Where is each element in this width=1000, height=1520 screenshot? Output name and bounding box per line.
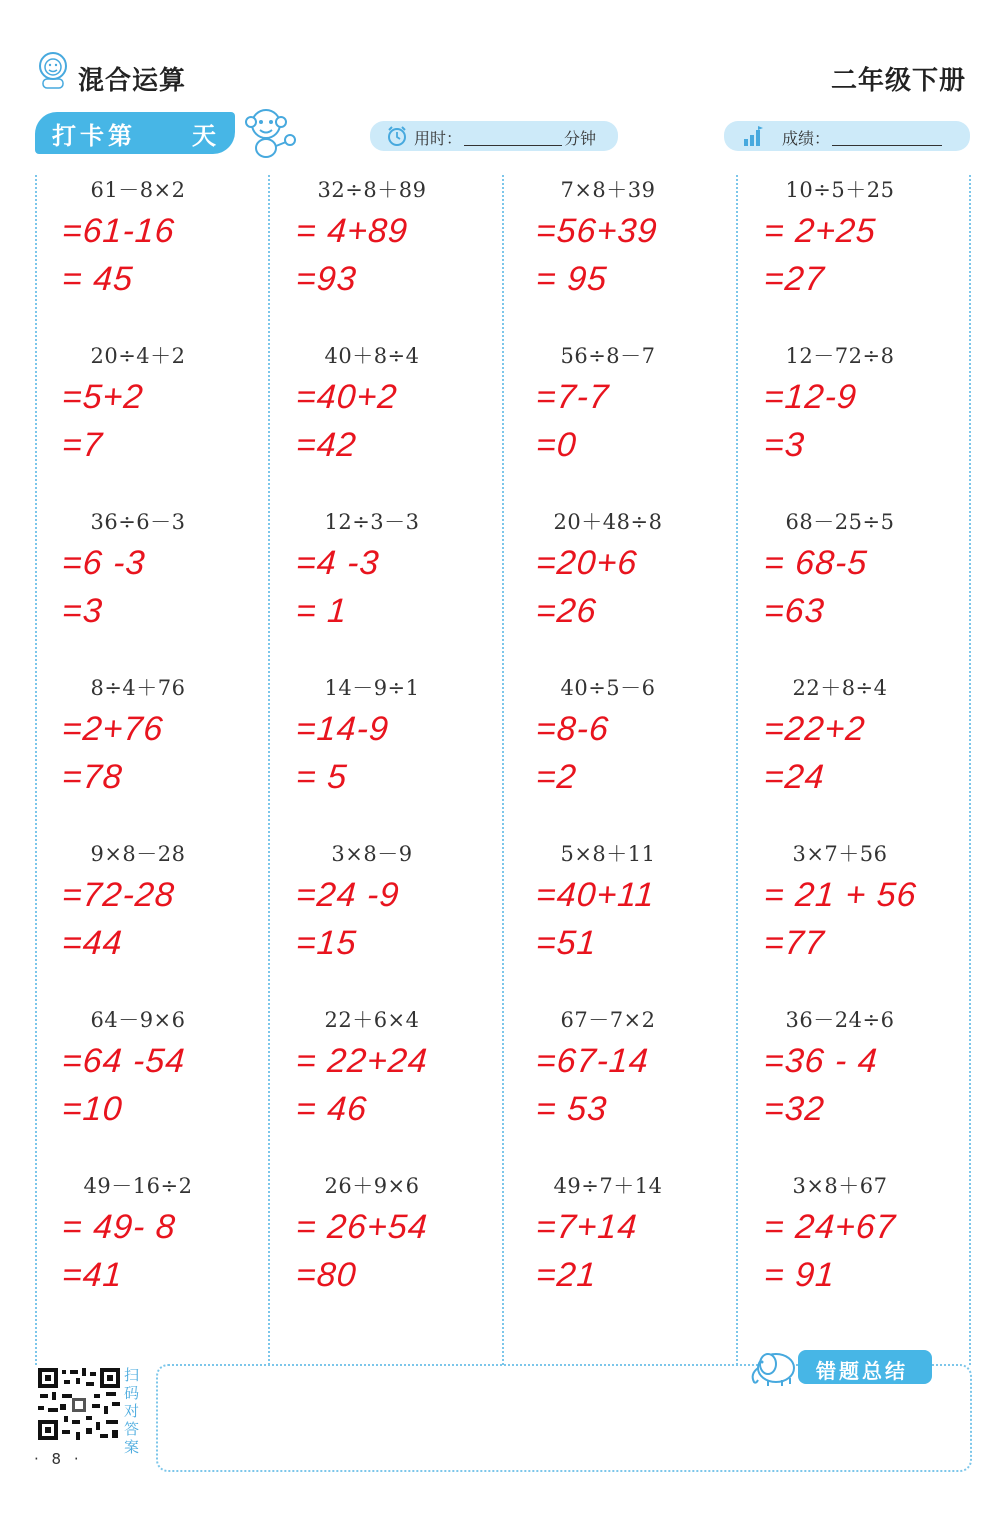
handwritten-answer: = 53 [534, 1090, 609, 1128]
grade-label: 二年级下册 [830, 66, 966, 96]
score-field [724, 121, 970, 151]
handwritten-step: =8-6 [534, 710, 611, 748]
column-divider [35, 175, 37, 1365]
handwritten-step: = 4+89 [294, 212, 410, 250]
handwritten-step: =7-7 [534, 378, 611, 416]
handwritten-step: =6 -3 [60, 544, 147, 582]
problem-expression: 68－25÷5 [785, 510, 895, 534]
problem-expression: 61－8×2 [90, 178, 186, 202]
time-input[interactable] [464, 145, 562, 146]
checkin-day-suffix: 天 [192, 122, 216, 150]
score-input[interactable] [832, 145, 942, 146]
handwritten-step: =5+2 [60, 378, 145, 416]
problem-expression: 12÷3－3 [324, 510, 420, 534]
handwritten-step: =40+2 [294, 378, 399, 416]
handwritten-answer: =3 [762, 426, 807, 464]
problem-expression: 49－16÷2 [83, 1174, 193, 1198]
handwritten-step: =7+14 [534, 1208, 639, 1246]
problem-expression: 14－9÷1 [324, 676, 420, 700]
handwritten-answer: =42 [294, 426, 359, 464]
handwritten-answer: =63 [762, 592, 827, 630]
handwritten-answer: =51 [534, 924, 599, 962]
column-divider [502, 175, 504, 1365]
problem-expression: 22＋8÷4 [792, 676, 888, 700]
score-label: 成绩： [782, 129, 831, 148]
problem-expression: 7×8＋39 [560, 178, 656, 202]
handwritten-step: =64 -54 [60, 1042, 187, 1080]
elephant-mascot-icon [746, 1344, 802, 1388]
problem-expression: 3×8－9 [331, 842, 413, 866]
handwritten-answer: = 45 [60, 260, 135, 298]
problem-expression: 9×8－28 [90, 842, 186, 866]
time-unit: 分钟 [564, 129, 597, 148]
handwritten-answer: =41 [60, 1256, 125, 1294]
handwritten-answer: =10 [60, 1090, 125, 1128]
handwritten-step: =22+2 [762, 710, 867, 748]
mistake-summary-label: 错题总结 [816, 1359, 908, 1383]
handwritten-step: =36 - 4 [762, 1042, 880, 1080]
problem-expression: 22＋6×4 [324, 1008, 420, 1032]
problem-expression: 26＋9×6 [324, 1174, 420, 1198]
handwritten-answer: = 5 [294, 758, 349, 796]
problem-expression: 56÷8－7 [560, 344, 656, 368]
time-label: 用时： [414, 129, 463, 148]
checkin-label: 打卡第 [52, 122, 136, 150]
problem-expression: 64－9×6 [90, 1008, 186, 1032]
handwritten-answer: =21 [534, 1256, 599, 1294]
alarm-clock-icon [386, 125, 408, 147]
problem-expression: 10÷5＋25 [785, 178, 895, 202]
problem-expression: 3×8＋67 [792, 1174, 888, 1198]
handwritten-step: = 2+25 [762, 212, 878, 250]
handwritten-step: =2+76 [60, 710, 165, 748]
monkey-mascot-icon [238, 104, 300, 160]
problem-expression: 40÷5－6 [560, 676, 656, 700]
handwritten-step: = 68-5 [762, 544, 869, 582]
handwritten-answer: =80 [294, 1256, 359, 1294]
qr-caption: 扫码对答案 [124, 1366, 140, 1456]
qr-code-icon[interactable] [36, 1366, 122, 1442]
handwritten-step: =72-28 [60, 876, 177, 914]
handwritten-answer: =3 [60, 592, 105, 630]
handwritten-step: = 21 + 56 [762, 876, 919, 914]
lion-mascot-icon [34, 50, 72, 90]
time-field [370, 121, 618, 151]
column-divider [268, 175, 270, 1365]
handwritten-step: = 22+24 [294, 1042, 430, 1080]
problem-expression: 12－72÷8 [785, 344, 895, 368]
problem-expression: 36÷6－3 [90, 510, 186, 534]
handwritten-answer: = 95 [534, 260, 609, 298]
problem-expression: 8÷4＋76 [90, 676, 186, 700]
handwritten-step: = 24+67 [762, 1208, 898, 1246]
score-chart-icon [742, 125, 764, 147]
handwritten-answer: =27 [762, 260, 827, 298]
problem-expression: 49÷7＋14 [553, 1174, 663, 1198]
problem-expression: 20÷4＋2 [90, 344, 186, 368]
problem-expression: 32÷8＋89 [317, 178, 427, 202]
worksheet-title: 混合运算 [78, 66, 187, 96]
problem-expression: 5×8＋11 [560, 842, 656, 866]
problem-expression: 20＋48÷8 [553, 510, 663, 534]
handwritten-step: = 26+54 [294, 1208, 430, 1246]
handwritten-answer: = 1 [294, 592, 349, 630]
handwritten-answer: = 46 [294, 1090, 369, 1128]
column-divider [969, 175, 971, 1365]
handwritten-step: =24 -9 [294, 876, 401, 914]
problem-expression: 67－7×2 [560, 1008, 656, 1032]
handwritten-step: =4 -3 [294, 544, 381, 582]
handwritten-answer: =93 [294, 260, 359, 298]
handwritten-answer: =78 [60, 758, 125, 796]
handwritten-answer: =77 [762, 924, 827, 962]
handwritten-answer: =32 [762, 1090, 827, 1128]
handwritten-step: =56+39 [534, 212, 659, 250]
handwritten-step: = 49- 8 [60, 1208, 178, 1246]
problem-expression: 3×7＋56 [792, 842, 888, 866]
page-number: · 8 · [34, 1450, 83, 1468]
handwritten-answer: =0 [534, 426, 579, 464]
handwritten-answer: =15 [294, 924, 359, 962]
problem-expression: 36－24÷6 [785, 1008, 895, 1032]
handwritten-answer: =26 [534, 592, 599, 630]
handwritten-step: =20+6 [534, 544, 639, 582]
column-divider [736, 175, 738, 1365]
handwritten-answer: =2 [534, 758, 579, 796]
handwritten-step: =67-14 [534, 1042, 651, 1080]
handwritten-answer: =7 [60, 426, 105, 464]
handwritten-answer: = 91 [762, 1256, 837, 1294]
handwritten-step: =61-16 [60, 212, 177, 250]
handwritten-answer: =24 [762, 758, 827, 796]
problem-expression: 40＋8÷4 [324, 344, 420, 368]
handwritten-step: =12-9 [762, 378, 859, 416]
handwritten-answer: =44 [60, 924, 125, 962]
handwritten-step: =40+11 [534, 876, 657, 914]
handwritten-step: =14-9 [294, 710, 391, 748]
